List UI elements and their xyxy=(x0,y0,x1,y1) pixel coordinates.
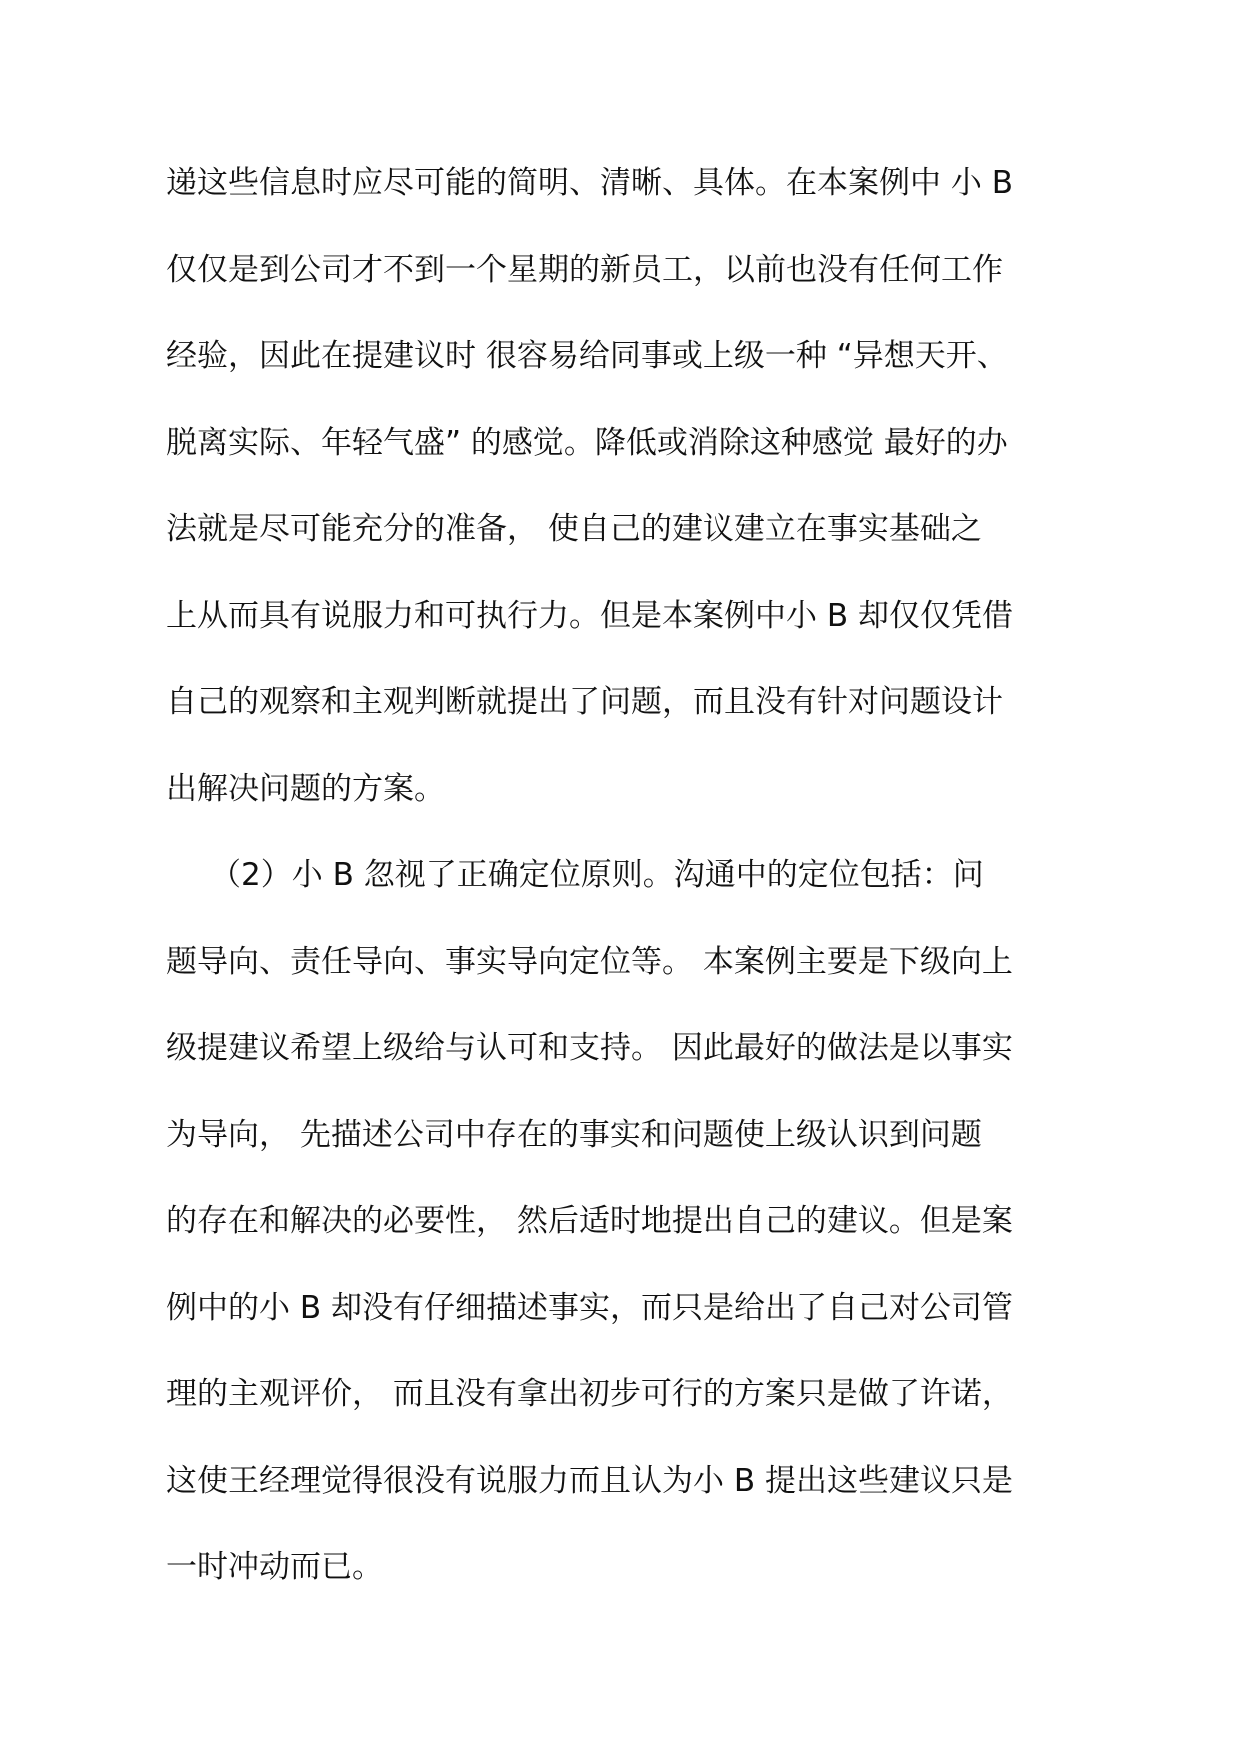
text-line: 上从而具有说服力和可执行力。但是本案例中小 B 却仅仅凭借 xyxy=(166,597,1013,634)
text-line: 级提建议希望上级给与认可和支持。 因此最好的做法是以事实 xyxy=(166,1030,1013,1066)
text-line: 理的主观评价， 而且没有拿出初步可行的方案只是做了许诺， xyxy=(166,1376,1013,1412)
text-line: 例中的小 B 却没有仔细描述事实，而只是给出了自己对公司管 xyxy=(166,1289,1013,1326)
text-line: 为导向， 先描述公司中存在的事实和问题使上级认识到问题 xyxy=(166,1116,982,1153)
text-line: 仅仅是到公司才不到一个星期的新员工，以前也没有任何工作 xyxy=(166,251,1003,288)
text-line: 经验，因此在提建议时 很容易给同事或上级一种 “异想天开、 xyxy=(166,338,1008,374)
text-line: 出解决问题的方案。 xyxy=(166,770,445,807)
text-line: 法就是尽可能充分的准备， 使自己的建议建立在事实基础之 xyxy=(166,511,982,547)
paragraph-start-line: （2）小 B 忽视了正确定位原则。沟通中的定位包括：问 xyxy=(210,857,984,893)
text-line: 脱离实际、年轻气盛” 的感觉。降低或消除这种感觉 最好的办 xyxy=(166,424,1008,461)
text-line: 一时冲动而已。 xyxy=(166,1549,383,1585)
text-line: 递这些信息时应尽可能的简明、清晰、具体。在本案例中 小 B xyxy=(166,165,1013,201)
text-line: 自己的观察和主观判断就提出了问题，而且没有针对问题设计 xyxy=(166,684,1003,720)
text-line: 这使王经理觉得很没有说服力而且认为小 B 提出这些建议只是 xyxy=(166,1462,1013,1499)
body-text xyxy=(166,155,1096,1626)
text-line: 的存在和解决的必要性， 然后适时地提出自己的建议。但是案 xyxy=(166,1203,1013,1239)
text-line: 题导向、责任导向、事实导向定位等。 本案例主要是下级向上 xyxy=(166,943,1013,980)
